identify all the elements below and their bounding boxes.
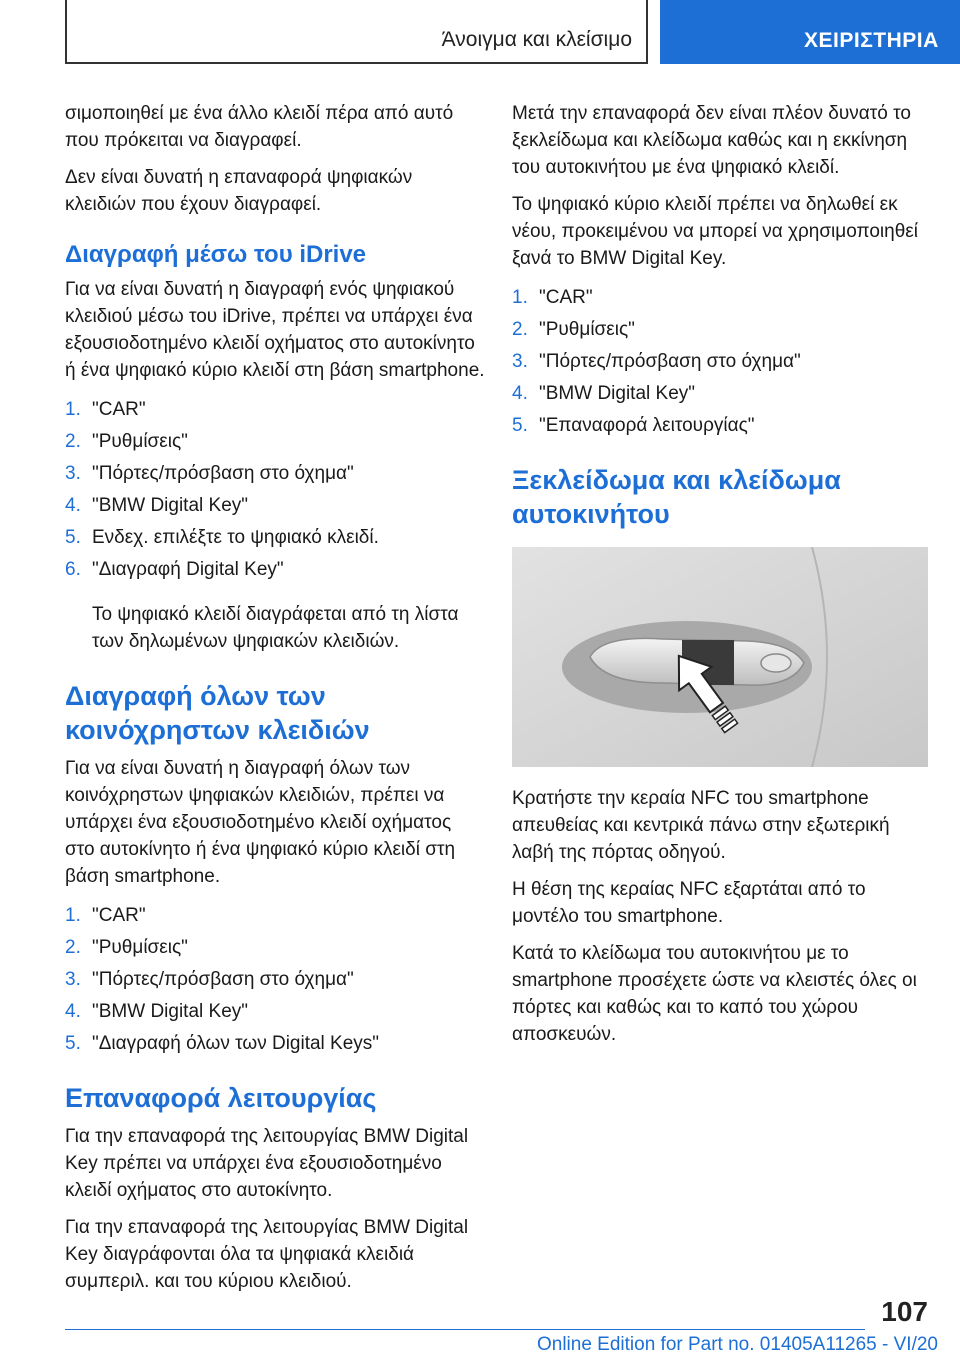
step-text: "BMW Digital Key" xyxy=(539,383,696,404)
step-text: "Διαγραφή Digital Key" xyxy=(92,559,284,580)
step-text: "CAR" xyxy=(539,287,593,308)
paragraph: Κρατήστε την κεραία NFC του smartphone απευθείας και κεντρικά πάνω στην εξωτερική λαβή της πόρτας οδηγού. xyxy=(512,788,890,863)
list-item xyxy=(65,556,485,583)
step-text: "Ρυθμίσεις" xyxy=(539,319,635,340)
list-item xyxy=(65,998,485,1025)
paragraph: Το ψηφιακό κύριο κλειδί πρέπει να δηλωθεί εκ νέου, προκειμένου να μπορεί να χρησιμοποιηθεί ξανά το BMW Digital Key. xyxy=(512,194,918,269)
door-handle-illustration xyxy=(512,547,928,767)
paragraph: Για να είναι δυνατή η διαγραφή ενός ψηφιακού κλειδιού μέσω του iDrive, πρέπει να υπάρχει ένα εξουσιοδοτημένο κλειδί οχήματος στο αυτοκίνητο ή ένα ψηφιακό κύριο κλειδί στη βάση smartphone. xyxy=(65,279,485,381)
step-number: 4. xyxy=(65,495,81,516)
step-number: 3. xyxy=(65,463,81,484)
list-item xyxy=(65,934,485,961)
step-text: "Πόρτες/πρόσβαση στο όχημα" xyxy=(92,463,354,484)
step-number: 2. xyxy=(65,937,81,958)
paragraph: Δεν είναι δυνατή η επαναφορά ψηφιακών κλειδιών που έχουν διαγραφεί. xyxy=(65,167,413,215)
section-heading: Διαγραφή μέσω του iDrive xyxy=(65,241,367,268)
step-note: Το ψηφιακό κλειδί διαγράφεται από τη λίστα των δηλωμένων ψηφιακών κλειδιών. xyxy=(92,604,459,652)
list-item xyxy=(65,428,485,455)
step-number: 2. xyxy=(512,319,528,340)
step-text: "Πόρτες/πρόσβαση στο όχημα" xyxy=(92,969,354,990)
edition-footer: Online Edition for Part no. 01405A11265 - VI/20 xyxy=(536,1334,938,1355)
step-list xyxy=(65,902,485,1057)
left-column xyxy=(65,100,485,1305)
section-heading: Επαναφορά λειτουργίας xyxy=(65,1083,377,1113)
list-item xyxy=(512,284,930,311)
section-header-box xyxy=(65,0,648,64)
step-text: "Πόρτες/πρόσβαση στο όχημα" xyxy=(539,351,801,372)
list-item xyxy=(65,1030,485,1057)
page-number: 107 xyxy=(881,1296,928,1327)
list-item xyxy=(65,492,485,519)
list-item xyxy=(512,412,930,439)
paragraph: Για να είναι δυνατή η διαγραφή όλων των κοινόχρηστων ψηφιακών κλειδιών, πρέπει να υπάρχει ένα εξουσιοδοτημένο κλειδί οχήματος στο αυτοκίνητο ή ένα ψηφιακό κύριο κλειδί στη βάση smartphone. xyxy=(65,758,456,887)
step-list xyxy=(512,284,930,439)
paragraph: Για την επαναφορά της λειτουργίας BMW Digital Key πρέπει να υπάρχει ένα εξουσιοδοτημένο κλειδί οχήματος στο αυτοκίνητο. xyxy=(65,1126,469,1201)
step-number: 5. xyxy=(65,1033,81,1054)
step-number: 5. xyxy=(65,527,81,548)
step-text: "CAR" xyxy=(92,905,146,926)
step-number: 1. xyxy=(65,399,81,420)
list-item xyxy=(65,902,485,929)
door-handle-svg xyxy=(512,547,928,767)
right-column xyxy=(512,100,930,1058)
step-text: Ενδεχ. επιλέξτε το ψηφιακό κλειδί. xyxy=(92,527,379,548)
step-text: "BMW Digital Key" xyxy=(92,1001,249,1022)
paragraph: σιμοποιηθεί με ένα άλλο κλειδί πέρα από αυτό που πρόκειται να διαγραφεί. xyxy=(65,103,454,151)
paragraph: Η θέση της κεραίας NFC εξαρτάται από το μοντέλο του smartphone. xyxy=(512,879,866,927)
list-item xyxy=(65,524,485,551)
step-number: 4. xyxy=(65,1001,81,1022)
section-heading: Ξεκλείδωμα και κλείδωμα αυτοκινήτου xyxy=(512,465,841,529)
page-header xyxy=(0,0,960,66)
list-item xyxy=(512,380,930,407)
paragraph: Για την επαναφορά της λειτουργίας BMW Digital Key διαγράφονται όλα τα ψηφιακά κλειδιά συμπεριλ. και του κύριου κλειδιού. xyxy=(65,1217,469,1292)
step-number: 6. xyxy=(65,559,81,580)
step-number: 5. xyxy=(512,415,528,436)
step-number: 1. xyxy=(512,287,528,308)
chapter-tab[interactable]: ΧΕΙΡΙΣΤΗΡΙΑ xyxy=(660,0,960,64)
step-text: "CAR" xyxy=(92,399,146,420)
step-number: 2. xyxy=(65,431,81,452)
step-text: "Επαναφορά λειτουργίας" xyxy=(539,415,755,436)
step-list xyxy=(65,396,485,583)
step-text: "BMW Digital Key" xyxy=(92,495,249,516)
section-title: Άνοιγμα και κλείσιμο xyxy=(441,28,632,51)
list-item xyxy=(65,396,485,423)
step-number: 1. xyxy=(65,905,81,926)
list-item xyxy=(512,348,930,375)
step-text: "Ρυθμίσεις" xyxy=(92,937,188,958)
paragraph: Μετά την επαναφορά δεν είναι πλέον δυνατό το ξεκλείδωμα και κλείδωμα καθώς και η εκκίνηση του αυτοκινήτου με ένα ψηφιακό κλειδί. xyxy=(512,103,911,178)
step-text: "Ρυθμίσεις" xyxy=(92,431,188,452)
step-number: 3. xyxy=(65,969,81,990)
section-heading: Διαγραφή όλων των κοινόχρηστων κλειδιών xyxy=(65,681,370,745)
footer-divider xyxy=(65,1329,865,1330)
step-number: 3. xyxy=(512,351,528,372)
step-number: 4. xyxy=(512,383,528,404)
step-text: "Διαγραφή όλων των Digital Keys" xyxy=(92,1033,380,1054)
list-item xyxy=(512,316,930,343)
list-item xyxy=(65,966,485,993)
list-item xyxy=(65,460,485,487)
paragraph: Κατά το κλείδωμα του αυτοκινήτου με το smartphone προσέχετε ώστε να κλειστές όλες οι πόρτες και καθώς και το καπό του χώρου αποσκευών. xyxy=(512,943,917,1045)
